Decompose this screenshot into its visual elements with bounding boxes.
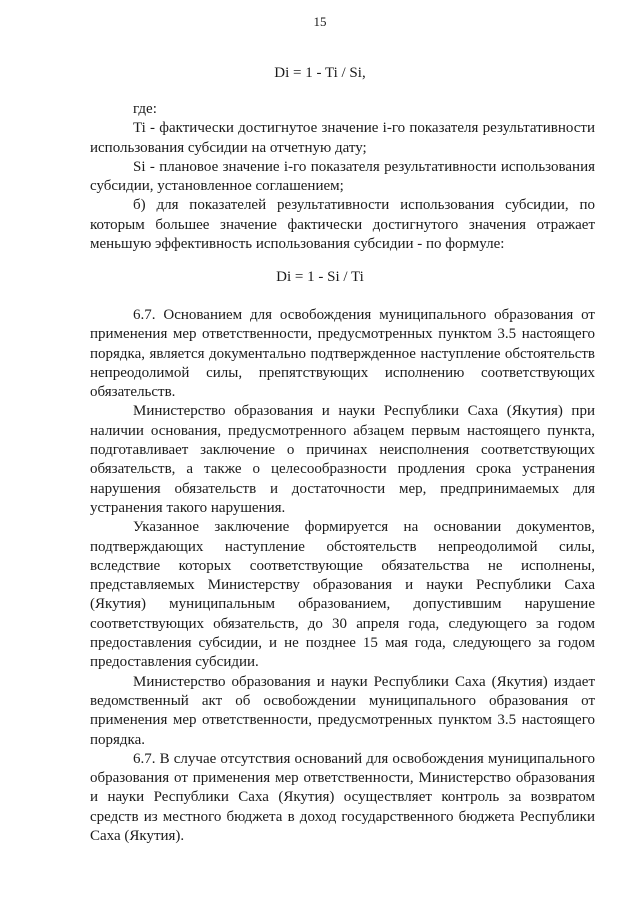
paragraph-si-definition: Si - плановое значение i-го показателя результативности использования субсидии, установленное соглашением; bbox=[90, 158, 595, 195]
page-number: 15 bbox=[313, 14, 327, 29]
paragraph-ministry-conclusion: Министерство образования и науки Республики Саха (Якутия) при наличии основания, предусмотренного абзацем первым настоящего пункта, подготавливает заключение о причинах неисполнения соответствующих обязательств, а также о целесообразности продления срока устранения нарушения обязательств и достаточности мер, предпринимаемых для устранения такого нарушения. bbox=[90, 403, 595, 516]
formula-di-ti-si: Di = 1 - Ti / Si, bbox=[274, 65, 366, 81]
definitions-block bbox=[90, 100, 595, 254]
paragraph-6-7-no-grounds: 6.7. В случае отсутствия оснований для освобождения муниципального образования от применения мер ответственности, Министерство образования и науки Республики Саха (Якутия) осуществляет контроль за возвратом средств из местного бюджета в доход государственного бюджета Республики Саха (Якутия). bbox=[90, 750, 595, 845]
paragraph-conclusion-formed: Указанное заключение формируется на основании документов, подтверждающих наступление обстоятельств непреодолимой силы, вследствие которых соответствующие обязательства не исполнены, представляемых Министерству образования и науки Республики Саха (Якутия) муниципальным образованием, допустившим нарушение соответствующих обязательств, до 30 апреля года, следующего за годом предоставления субсидии, и не позднее 15 мая года, следующего за годом предоставления субсидии. bbox=[90, 519, 595, 671]
paragraph-item-b: б) для показателей результативности использования субсидии, по которым большее значение фактически достигнутого значения отражает меньшую эффективность использования субсидии - по формуле: bbox=[90, 197, 595, 253]
section-6-7-block bbox=[90, 306, 595, 846]
paragraph-ministry-act: Министерство образования и науки Республики Саха (Якутия) издает ведомственный акт об освобождении муниципального образования от применения мер ответственности, предусмотренных пунктом 3.5 настоящего порядка. bbox=[90, 673, 595, 748]
formula-di-si-ti: Di = 1 - Si / Ti bbox=[276, 269, 364, 285]
paragraph-where: где: bbox=[133, 101, 157, 117]
paragraph-6-7-grounds: 6.7. Основанием для освобождения муниципального образования от применения мер ответственности, предусмотренных пунктом 3.5 настоящего порядка, является документально подтвержденное наступление обстоятельств непреодолимой силы, препятствующих исполнению соответствующих обязательств. bbox=[90, 307, 595, 401]
paragraph-ti-definition: Ti - фактически достигнутое значение i-го показателя результативности использования субсидии на отчетную дату; bbox=[90, 120, 595, 156]
